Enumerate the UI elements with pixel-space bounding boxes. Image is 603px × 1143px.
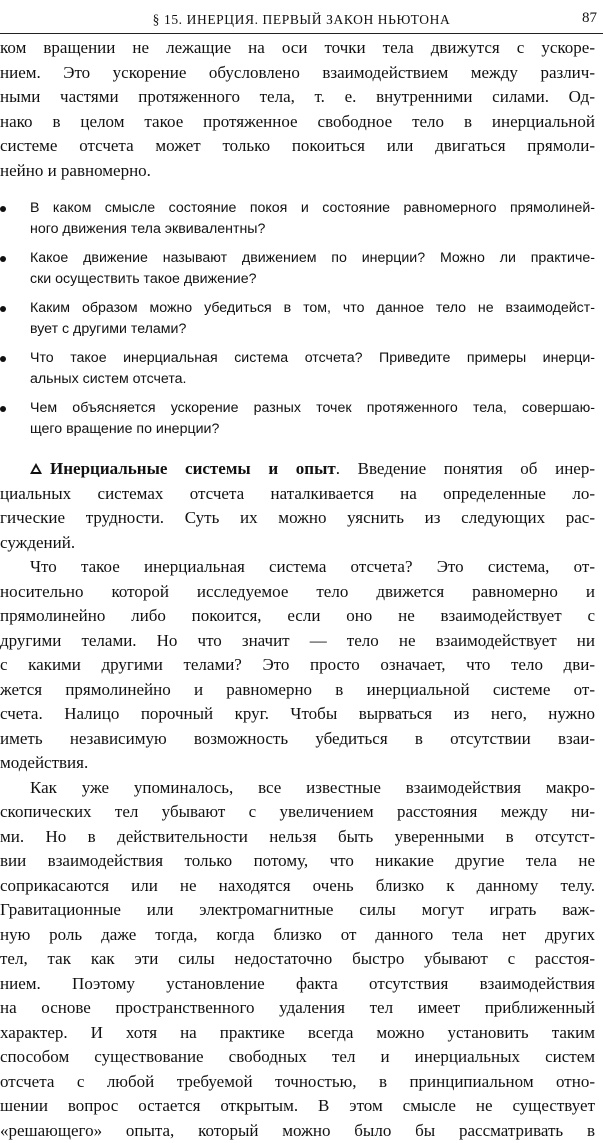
text-line: нако в целом такое протяженное свободное тело в инерциальной (0, 110, 595, 135)
triangle-marker-icon (30, 463, 42, 474)
bullet-icon (0, 306, 6, 312)
text-line: ными частями протяженного тела, т. е. внутренними силами. Од- (0, 85, 595, 110)
question-line: ного движения тела эквивалентны? (30, 219, 595, 240)
question-line: Что такое инерциальная система отсчета? Приведите примеры инерци- (30, 348, 595, 369)
question-line: В каком смысле состояние покоя и состояние равномерного прямолиней- (30, 198, 595, 219)
text-line: «решающего» опыта, который можно было бы рассматривать в (0, 1119, 595, 1143)
bullet-icon (0, 356, 6, 362)
text-line: скопических тел убывают с увеличением расстояния между ни- (0, 800, 595, 825)
intro-paragraph (0, 36, 603, 183)
question-line: вует с другими телами? (30, 319, 595, 340)
text-line: на основе пространственного удаления тел имеет приближенный (0, 996, 595, 1021)
review-questions (0, 198, 603, 439)
text-line: Гравитационные или электромагнитные силы могут играть важ- (0, 898, 595, 923)
question-item (0, 198, 603, 239)
text-line: способом существование свободных тел и инерциальных систем (0, 1045, 595, 1070)
header-rule (0, 33, 603, 34)
section-paragraph-2 (0, 555, 603, 776)
text-line: тел, так как эти силы недостаточно быстро убывают с расстоя- (0, 947, 595, 972)
question-item (0, 298, 603, 339)
text-line: нейно и равномерно. (0, 159, 595, 184)
page-number: 87 (582, 10, 597, 27)
text-line: прямолинейно либо покоится, если оно не взаимодействует с (0, 604, 595, 629)
text-line: характер. И хотя на практике всегда можно установить таким (0, 1021, 595, 1046)
text-line: гические трудности. Суть их можно уяснить из следующих рас- (0, 506, 595, 531)
section-paragraph-1 (0, 457, 603, 555)
text-line: иметь независимую возможность убедиться в отсутствии взаи- (0, 727, 595, 752)
text-line: ми. Но в действительности нельзя быть уверенными в отсутст- (0, 825, 595, 850)
page-content (0, 36, 603, 1143)
section-heading-line (0, 457, 595, 482)
section-inertial-systems (0, 457, 603, 1143)
text-line: суждений. (0, 531, 595, 556)
page-header (0, 0, 603, 40)
text-line: циальных системах отсчета наталкивается на определенные ло- (0, 482, 595, 507)
question-item (0, 248, 603, 289)
bullet-icon (0, 406, 6, 412)
text-line: Что такое инерциальная система отсчета? Это система, от- (0, 555, 595, 580)
bullet-icon (0, 256, 6, 262)
section-title-continuation: . Введение понятия об инер- (336, 459, 595, 478)
text-line: системе отсчета может только покоиться или двигаться прямоли- (0, 134, 595, 159)
text-line: жется прямолинейно и равномерно в инерциальной системе от- (0, 678, 595, 703)
text-line: счета. Налицо порочный круг. Чтобы вырваться из него, нужно (0, 702, 595, 727)
text-line: шении вопрос остается открытым. В этом смысле не существует (0, 1094, 595, 1119)
text-line: нием. Поэтому установление факта отсутствия взаимодействия (0, 972, 595, 997)
question-item (0, 398, 603, 439)
text-line: Как уже упоминалось, все известные взаимодействия макро- (0, 776, 595, 801)
text-line: носительно которой исследуемое тело движется равномерно и (0, 580, 595, 605)
bullet-icon (0, 206, 6, 212)
question-line: щего вращение по инерции? (30, 419, 595, 440)
text-line: ком вращении не лежащие на оси точки тела движутся с ускоре- (0, 36, 595, 61)
text-line: вии взаимодействия только потому, что никакие другие тела не (0, 849, 595, 874)
question-line: Каким образом можно убедиться в том, что данное тело не взаимодейст- (30, 298, 595, 319)
text-line: другими телами. Но что значит — тело не взаимодействует ни (0, 629, 595, 654)
section-paragraph-3 (0, 776, 603, 1143)
question-line: ски осуществить такое движение? (30, 269, 595, 290)
text-line: ную роль даже тогда, когда близко от данного тела нет других (0, 923, 595, 948)
question-line: Чем объясняется ускорение разных точек протяженного тела, совершаю- (30, 398, 595, 419)
text-line: соприкасаются или не находятся очень близко к данному телу. (0, 874, 595, 899)
section-title: Инерциальные системы и опыт (50, 459, 336, 478)
question-line: альных систем отсчета. (30, 369, 595, 390)
question-line: Какое движение называют движением по инерции? Можно ли практиче- (30, 248, 595, 269)
text-line: отсчета с любой требуемой точностью, в принципиальном отно- (0, 1070, 595, 1095)
text-line: нием. Это ускорение обусловлено взаимодействием между различ- (0, 61, 595, 86)
question-item (0, 348, 603, 389)
text-line: с какими другими телами? Это просто означает, что тело дви- (0, 653, 595, 678)
running-head: § 15. ИНЕРЦИЯ. ПЕРВЫЙ ЗАКОН НЬЮТОНА (0, 12, 603, 28)
text-line: модействия. (0, 751, 595, 776)
